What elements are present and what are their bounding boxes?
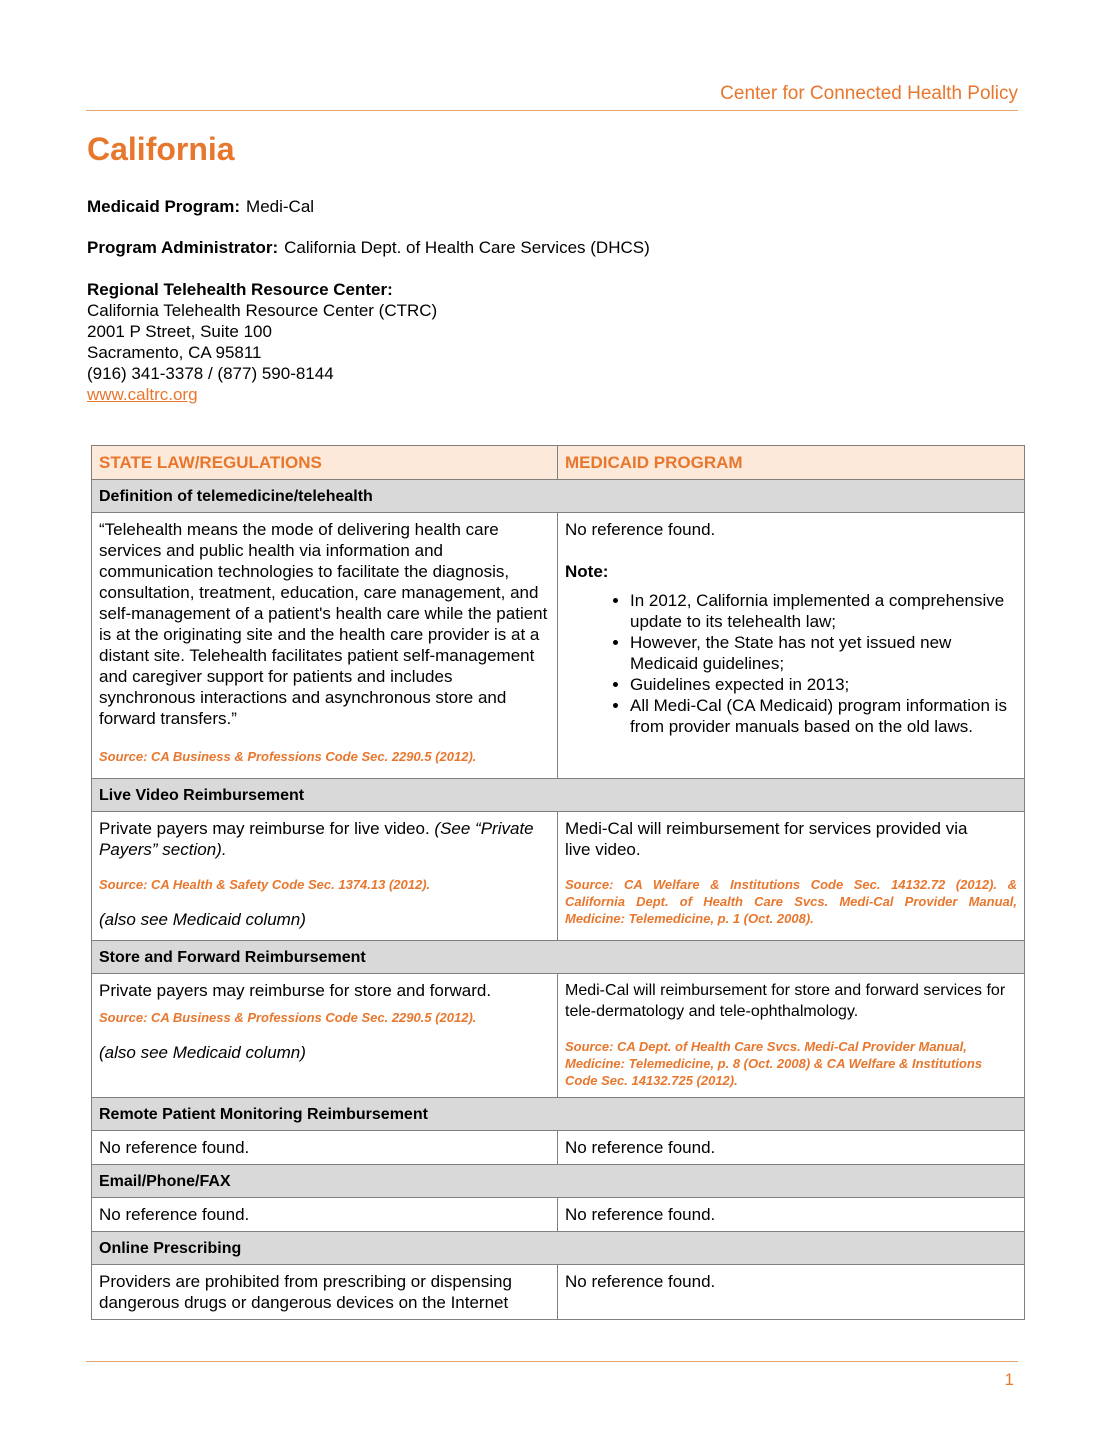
medicaid-text: No reference found. <box>565 520 716 539</box>
store-forward-law-text: Private payers may reimburse for store and forward. <box>99 981 492 1000</box>
page-number: 1 <box>1004 1370 1014 1389</box>
program-administrator-line <box>87 237 650 258</box>
resource-center-block <box>87 279 437 405</box>
section-title: Remote Patient Monitoring Reimbursement <box>92 1098 1025 1131</box>
cell-medicaid: No reference found. <box>558 1131 1025 1165</box>
resource-center-city: Sacramento, CA 95811 <box>87 343 262 362</box>
table-row <box>92 1131 1025 1165</box>
table-row <box>92 513 1025 779</box>
resource-center-link[interactable]: www.caltrc.org <box>87 385 198 404</box>
cell-state-law <box>92 513 558 779</box>
table-row <box>92 1198 1025 1232</box>
column-header-medicaid: MEDICAID PROGRAM <box>558 446 1025 480</box>
table-row <box>92 812 1025 941</box>
cell-state-law <box>92 812 558 941</box>
resource-center-phone: (916) 341-3378 / (877) 590-8144 <box>87 364 334 383</box>
medicaid-program-line <box>87 196 314 217</box>
cell-medicaid: No reference found. <box>558 1198 1025 1232</box>
source-citation: Source: CA Health & Safety Code Sec. 1374.13 (2012). <box>99 877 431 892</box>
header-divider <box>86 110 1018 111</box>
section-row-email-phone-fax <box>92 1165 1025 1198</box>
cell-state-law: No reference found. <box>92 1131 558 1165</box>
column-header-state-law: STATE LAW/REGULATIONS <box>92 446 558 480</box>
section-row-remote-monitoring <box>92 1098 1025 1131</box>
see-medicaid-note: (also see Medicaid column) <box>99 910 306 929</box>
header-organization: Center for Connected Health Policy <box>720 83 1018 104</box>
source-citation: Source: CA Dept. of Health Care Svcs. Medi-Cal Provider Manual, Medicine: Telemedicine, p. 8 (Oct. 2008) & CA Welfare & Institutions Code Sec. 14132.725 (2012). <box>565 1039 983 1088</box>
table-header-row <box>92 446 1025 480</box>
store-forward-medicaid-text: Medi-Cal will reimbursement for store and forward services for tele-dermatology and tele-ophthalmology. <box>565 982 1006 1020</box>
source-citation: Source: CA Business & Professions Code Sec. 2290.5 (2012). <box>99 1010 477 1025</box>
list-item: • All Medi-Cal (CA Medicaid) program information is from provider manuals based on the old laws. <box>630 695 1017 737</box>
cell-medicaid <box>558 812 1025 941</box>
source-citation: Source: CA Business & Professions Code Sec. 2290.5 (2012). <box>99 749 477 764</box>
page-title: California <box>87 131 235 167</box>
cell-state-law: Providers are prohibited from prescribing or dispensing dangerous drugs or dangerous devices on the Internet <box>92 1265 558 1320</box>
cell-state-law <box>92 974 558 1098</box>
section-title: Email/Phone/FAX <box>92 1165 1025 1198</box>
section-row-online-prescribing <box>92 1232 1025 1265</box>
program-administrator-label: Program Administrator: <box>87 238 279 257</box>
medicaid-program-label: Medicaid Program: <box>87 197 241 216</box>
section-title: Definition of telemedicine/telehealth <box>92 480 1025 513</box>
see-medicaid-note: (also see Medicaid column) <box>99 1043 306 1062</box>
notes-list <box>565 590 1017 737</box>
list-item: • In 2012, California implemented a comprehensive update to its telehealth law; <box>630 590 1017 632</box>
section-title: Online Prescribing <box>92 1232 1025 1265</box>
table-row <box>92 974 1025 1098</box>
resource-center-street: 2001 P Street, Suite 100 <box>87 322 272 341</box>
policy-table <box>91 445 1025 1320</box>
list-item: • Guidelines expected in 2013; <box>630 674 1017 695</box>
source-citation: Source: CA Welfare & Institutions Code Sec. 14132.72 (2012). & California Dept. of Health Care Svcs. Medi-Cal Provider Manual, Medicine: Telemedicine, p. 1 (Oct. 2008). <box>565 877 1017 926</box>
definition-text: “Telehealth means the mode of delivering health care services and public health via information and communication technologies to facilitate the diagnosis, consultation, treatment, education, care management, and self-management of a patient's health care while the patient is at the originating site and the health care provider is at a distant site. Telehealth facilitates patient self-management and caregiver support for patients and includes synchronous interactions and asynchronous store and forward transfers.” <box>99 520 548 728</box>
live-video-law-see-also: (See “Private Payers” section). <box>99 819 534 859</box>
table-row <box>92 1265 1025 1320</box>
section-row-store-forward <box>92 941 1025 974</box>
section-title: Live Video Reimbursement <box>92 779 1025 812</box>
section-title: Store and Forward Reimbursement <box>92 941 1025 974</box>
program-administrator-value: California Dept. of Health Care Services (DHCS) <box>284 238 650 257</box>
resource-center-label: Regional Telehealth Resource Center: <box>87 280 393 299</box>
list-item: • However, the State has not yet issued new Medicaid guidelines; <box>630 632 1017 674</box>
live-video-medicaid-text: Medi-Cal will reimbursement for services provided via live video. <box>565 819 968 859</box>
live-video-law-text: Private payers may reimburse for live video. (See “Private Payers” section). <box>99 819 534 859</box>
cell-medicaid: No reference found. <box>558 1265 1025 1320</box>
medicaid-program-value: Medi-Cal <box>246 197 315 216</box>
cell-medicaid <box>558 513 1025 779</box>
cell-medicaid <box>558 974 1025 1098</box>
section-row-live-video <box>92 779 1025 812</box>
footer-divider <box>86 1361 1018 1362</box>
cell-state-law: No reference found. <box>92 1198 558 1232</box>
section-row-definition <box>92 480 1025 513</box>
note-label: Note: <box>565 562 609 581</box>
resource-center-name: California Telehealth Resource Center (CTRC) <box>87 301 438 320</box>
